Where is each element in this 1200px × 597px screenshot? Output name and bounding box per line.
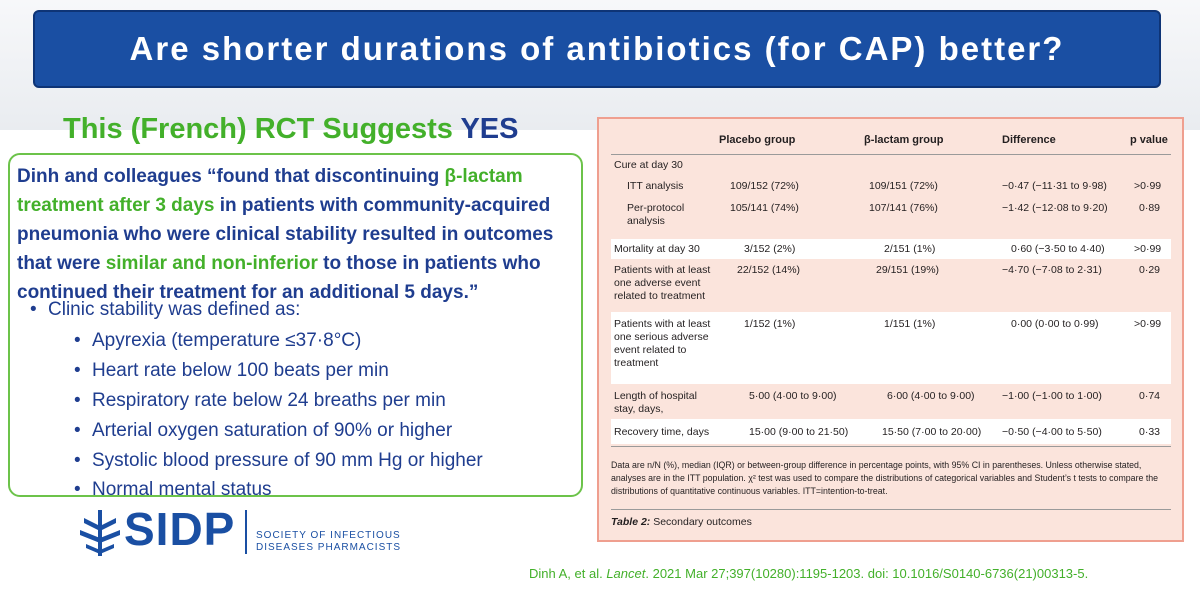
logo-subtitle [256, 530, 416, 554]
cell-pvalue: 0·74 [1139, 390, 1161, 402]
col-header-pvalue: p value [1130, 134, 1168, 146]
bullet-icon: • [30, 299, 37, 320]
row-label-line: analysis [627, 215, 665, 227]
criteria-text: Apyrexia (temperature ≤37·8°C) [92, 330, 362, 351]
title-banner [33, 10, 1161, 88]
sidp-logo-text: SIDP [124, 503, 236, 555]
criteria-text: Respiratory rate below 24 breaths per min [92, 390, 446, 411]
slide-subtitle [63, 113, 518, 146]
cell-blactam: 1/151 (1%) [884, 318, 936, 330]
logo-divider [245, 510, 247, 554]
col-header-placebo: Placebo group [719, 134, 796, 146]
cell-difference: −1·00 (−1·00 to 1·00) [1002, 390, 1102, 402]
cell-difference: −0·50 (−4·00 to 5·50) [1002, 426, 1102, 438]
row-label: Mortality at day 30 [614, 243, 700, 255]
cell-pvalue: >0·99 [1134, 180, 1162, 192]
quote-part-2: in patients with community-acquired pneumonia who were clinical stability resulted in outcomes that were [17, 195, 554, 274]
cell-blactam: 15·50 (7·00 to 20·00) [882, 426, 982, 438]
quote-part-3: to those in patients who continued their treatment for an additional 5 days.” [17, 253, 541, 303]
row-label: Recovery time, days [614, 426, 710, 438]
cell-placebo: 105/141 (74%) [730, 202, 799, 214]
bullet-icon: • [74, 420, 81, 441]
row-label-line: one serious adverse [614, 331, 709, 343]
slide-title: Are shorter durations of antibiotics (for CAP) better? [129, 30, 1065, 67]
cell-placebo: 1/152 (1%) [744, 318, 796, 330]
stability-heading-text: Clinic stability was defined as: [48, 299, 301, 320]
cell-placebo: 22/152 (14%) [737, 264, 801, 276]
cell-placebo: 3/152 (2%) [744, 243, 796, 255]
cell-blactam: 109/151 (72%) [869, 180, 938, 192]
caption-text: Secondary outcomes [650, 516, 752, 528]
cell-pvalue: 0·89 [1139, 202, 1161, 214]
study-quote [17, 162, 579, 307]
group-label: Cure at day 30 [614, 159, 683, 171]
citation-journal: Lancet [606, 566, 646, 581]
row-label-line: event related to [614, 344, 687, 356]
row-label-line: Per-protocol [627, 202, 685, 214]
citation [529, 566, 1088, 581]
cell-pvalue: 0·29 [1139, 264, 1161, 276]
cell-difference: 0·60 (−3·50 to 4·40) [1011, 243, 1105, 255]
col-header-blactam: β-lactam group [864, 134, 944, 146]
row-label-line: related to treatment [614, 290, 706, 302]
secondary-outcomes-table [597, 117, 1184, 542]
citation-details: . 2021 Mar 27;397(10280):1195-1203. doi: 10.1016/S0140-6736(21)00313-5. [645, 566, 1089, 581]
col-header-difference: Difference [1002, 134, 1056, 146]
row-label-line: stay, days, [614, 403, 664, 415]
row-label [627, 202, 684, 228]
row-label-line: Length of hospital [614, 390, 697, 402]
row-label [614, 264, 710, 303]
criteria-text: Arterial oxygen saturation of 90% or higher [92, 420, 453, 441]
cell-placebo: 5·00 (4·00 to 9·00) [749, 390, 837, 402]
cell-blactam: 29/151 (19%) [876, 264, 940, 276]
cell-placebo: 15·00 (9·00 to 21·50) [749, 426, 849, 438]
logo-line-2: DISEASES PHARMACISTS [256, 542, 402, 553]
cell-difference: −1·42 (−12·08 to 9·20) [1002, 202, 1108, 214]
cell-placebo: 109/152 (72%) [730, 180, 799, 192]
cell-pvalue: >0·99 [1134, 243, 1162, 255]
row-label: ITT analysis [627, 180, 684, 192]
quote-highlight-2: similar and non-inferior [105, 253, 318, 274]
quote-part-1: Dinh and colleagues “found that discontinuing [17, 166, 445, 187]
logo-line-1: SOCIETY OF INFECTIOUS [256, 530, 401, 541]
bullet-icon: • [74, 390, 81, 411]
criteria-text: Systolic blood pressure of 90 mm Hg or higher [92, 450, 483, 471]
cell-difference: 0·00 (0·00 to 0·99) [1011, 318, 1099, 330]
citation-authors: Dinh A, et al. [529, 566, 607, 581]
caption-rule [611, 509, 1171, 510]
bullet-icon: • [74, 479, 81, 500]
table-bottom-rule [611, 446, 1171, 447]
cell-blactam: 2/151 (1%) [884, 243, 936, 255]
header-rule [611, 154, 1171, 155]
cell-difference: −4·70 (−7·08 to 2·31) [1002, 264, 1102, 276]
row-label-line: one adverse event [614, 277, 701, 289]
cell-difference: −0·47 (−11·31 to 9·98) [1002, 180, 1107, 192]
cell-pvalue: >0·99 [1134, 318, 1162, 330]
table-footnote: Data are n/N (%), median (IQR) or between-group difference in percentage points, with 95% CI in parentheses. Unless otherwise stated, analyses are in the ITT population. χ² test was used to compare the distributions of categorical variables and Student’s t tests to compare the distributions of quantitative continuous variables. ITT=intention-to-treat. [611, 460, 1159, 496]
row-label [614, 318, 710, 370]
criteria-text: Normal mental status [92, 479, 272, 500]
cell-blactam: 107/141 (76%) [869, 202, 938, 214]
row-label-line: Patients with at least [614, 264, 711, 276]
caption-label: Table 2: [611, 516, 651, 528]
sidp-logo-icon [80, 510, 120, 556]
bullet-icon: • [74, 450, 81, 471]
cell-blactam: 6·00 (4·00 to 9·00) [887, 390, 975, 402]
quote-highlight-1: β-lactam treatment after 3 days [17, 166, 523, 216]
row-label-line: Patients with at least [614, 318, 711, 330]
row-label-line: treatment [614, 357, 659, 369]
bullet-icon: • [74, 330, 81, 351]
subtitle-answer: YES [460, 113, 519, 145]
cell-pvalue: 0·33 [1139, 426, 1161, 438]
subtitle-lead: This (French) RCT Suggests [63, 113, 461, 145]
criteria-text: Heart rate below 100 beats per min [92, 360, 389, 381]
table-caption [611, 516, 752, 528]
bullet-icon: • [74, 360, 81, 381]
row-label [614, 390, 697, 416]
